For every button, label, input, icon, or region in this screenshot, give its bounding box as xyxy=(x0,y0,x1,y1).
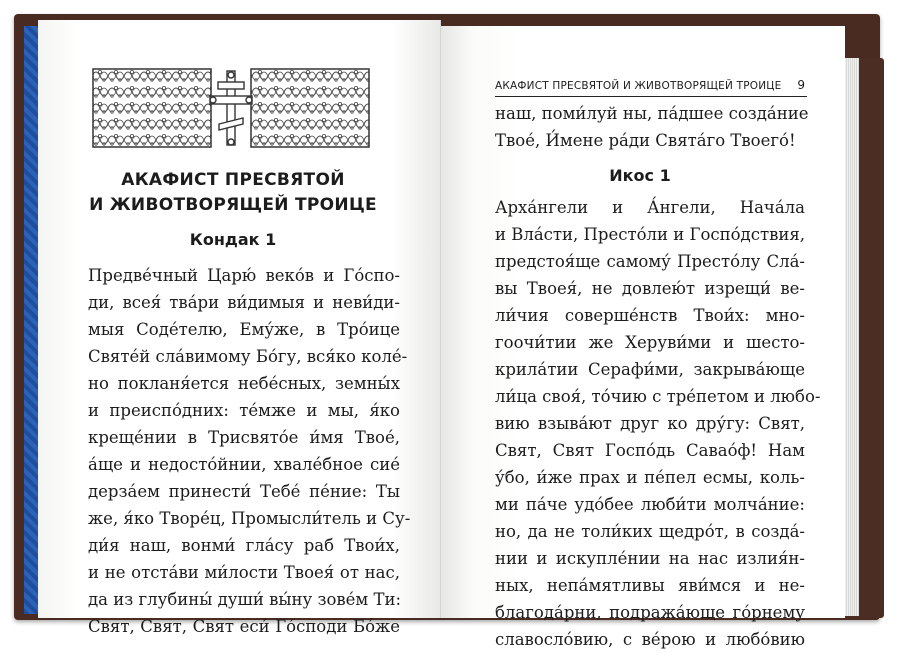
text-line: наш, поми́луй ны, па́дшее созда́ние xyxy=(495,104,809,123)
text-line: и не отста́ви ми́лости Твоея́ от нас, xyxy=(88,563,400,582)
running-head-title: АКАФИСТ ПРЕСВЯТОЙ И ЖИВОТВОРЯЩЕЙ ТРОИЦЕ xyxy=(495,80,782,92)
page-number: 9 xyxy=(797,78,805,92)
text-line: благода́рни, подража́юще го́рнему xyxy=(495,603,805,622)
text-line: ли́ца своя́, то́чию с тре́петом и любо- xyxy=(495,387,821,406)
running-head xyxy=(495,78,807,97)
cross-icon xyxy=(210,71,252,145)
text-line: предстоя́ще самому́ Престо́лу Сла́- xyxy=(495,252,805,271)
section-heading-ikos: Икос 1 xyxy=(609,166,671,185)
text-line: но покланя́ется небе́сных, земны́х xyxy=(88,374,400,393)
text-line: дерза́ем принести́ Тебе́ пе́ние: Ты xyxy=(88,482,400,501)
text-line: ных, непа́мятливы яви́мся и не- xyxy=(495,576,805,595)
text-line: Арха́нгели и А́нгели, Нача́ла xyxy=(495,198,805,217)
section-heading-kondak: Кондак 1 xyxy=(189,230,277,249)
text-line: нии и искупле́нии на нас излия́н- xyxy=(495,549,805,568)
text-line: Предве́чный Царю́ веко́в и Го́спо- xyxy=(88,266,400,285)
text-line: гоочи́тии же Херуви́ми и шесто- xyxy=(495,333,805,352)
text-line: вию взыва́ют друг ко дру́гу: Свят, xyxy=(495,414,805,433)
text-line: да из глубины́ души́ вы́ну зове́м Ти: xyxy=(88,590,402,609)
left-page-text xyxy=(88,262,411,640)
text-line: ди, всея́ тва́ри ви́димыя и неви́ди- xyxy=(88,293,400,312)
page-edges xyxy=(845,58,859,616)
title-line-2: И ЖИВОТВОРЯЩЕЙ ТРОИЦЕ xyxy=(89,195,377,215)
right-page-text xyxy=(495,194,821,653)
text-line: вы Твоея́, не довлею́т изрещи́ ве- xyxy=(495,279,805,298)
text-line: ми па́че удо́бее люби́ти молча́ние: xyxy=(495,495,805,514)
text-line: ли́чия соверше́нств Твои́х: мно- xyxy=(495,306,805,325)
text-line: Святе́й сла́вимому Бо́гу, вся́ко коле́- xyxy=(88,347,408,366)
text-line: но, да не толи́ких щедро́т, в созда́- xyxy=(495,522,805,541)
text-line: Свят, Свят, Свят еси́ Го́споди Бо́же xyxy=(88,617,400,636)
title-line-1: АКАФИСТ ПРЕСВЯТОЙ xyxy=(121,170,345,190)
text-line: же, я́ко Творе́ц, Промысли́тель и Су- xyxy=(88,509,411,528)
text-line: славосло́вию, с ве́рою и любо́вию xyxy=(495,630,805,649)
page-title xyxy=(78,168,388,218)
text-line: мыя Соде́телю, Ему́же, в Тро́ице xyxy=(88,320,400,339)
text-line: и Вла́сти, Престо́ли и Госпо́дствия, xyxy=(495,225,806,244)
text-line: Свят, Свят Госпо́дь Савао́ф! Нам xyxy=(495,441,805,460)
text-line: креще́нии в Трисвято́е и́мя Твое́, xyxy=(88,428,400,447)
text-line: и преиспо́дних: те́мже и мы, я́ко xyxy=(88,401,400,420)
text-line: Твое́, И́мене ра́ди Свята́го Твоего́! xyxy=(495,131,796,150)
text-line: у́бо, и́же прах и пе́пел есмы, коль- xyxy=(495,468,805,487)
text-line: ди́я наш, вонми́ гла́су раб Твои́х, xyxy=(88,536,400,555)
text-line: а́ще и недосто́йнии, хвале́бное сие́ xyxy=(88,455,400,474)
text-line: крила́тии Серафи́ми, закрыва́юще xyxy=(495,360,805,379)
right-page-continuation xyxy=(495,100,809,154)
ornament-headpiece xyxy=(92,68,370,148)
